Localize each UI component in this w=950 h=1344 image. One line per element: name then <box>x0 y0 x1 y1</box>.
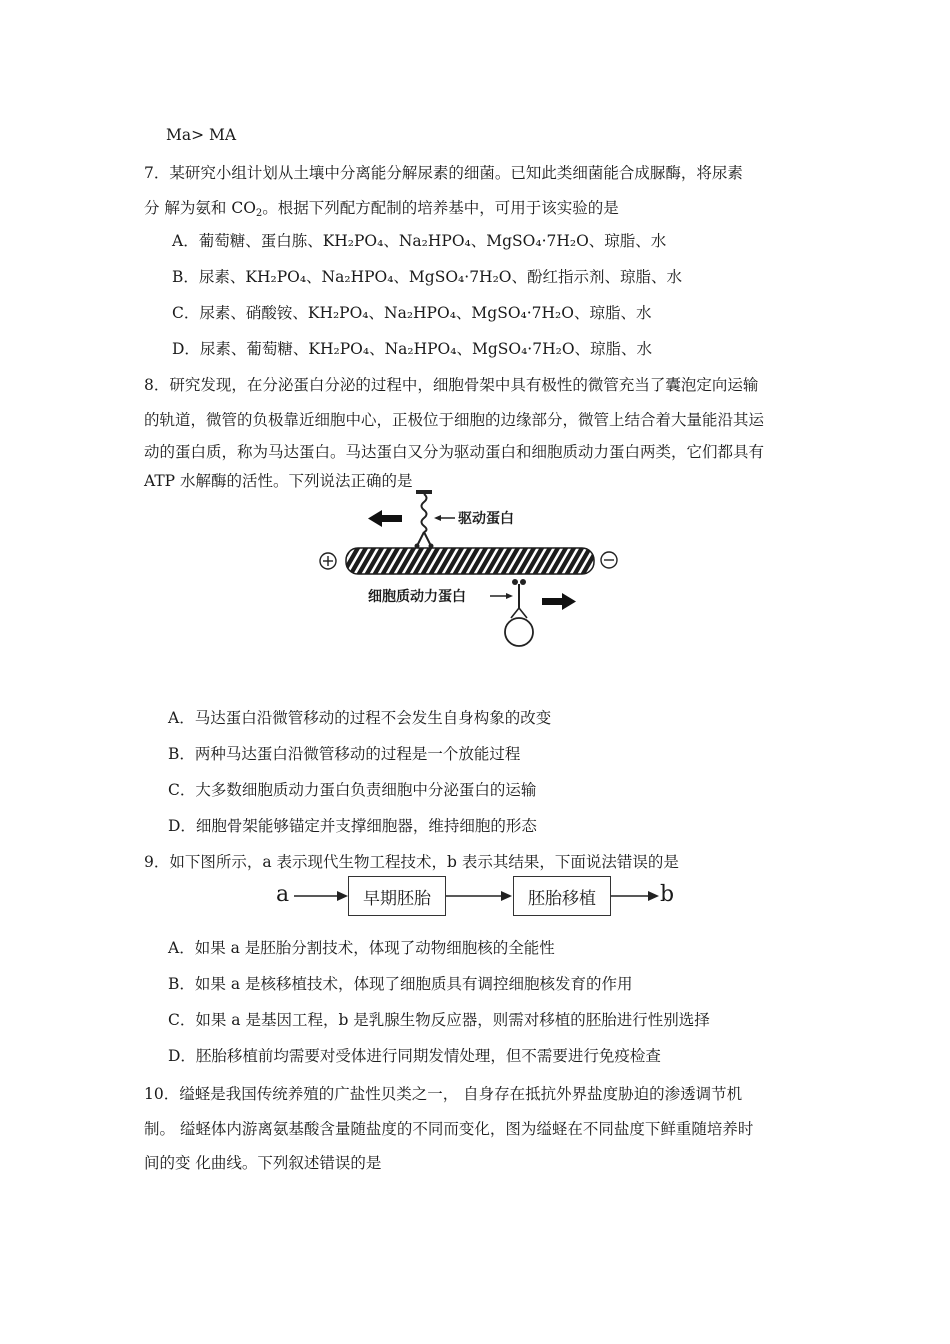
right-arrow-icon <box>542 593 576 610</box>
q8-option-a: A．马达蛋白沿微管移动的过程不会发生自身构象的改变 <box>168 709 552 727</box>
flow-arrow-3-icon <box>611 888 661 904</box>
q8-stem-line-2: 的轨道，微管的负极靠近细胞中心，正极位于细胞的边缘部分，微管上结合着大量能沿其运 <box>144 411 765 429</box>
q8-stem-line-1: 8．研究发现，在分泌蛋白分泌的过程中，细胞骨架中具有极性的微管充当了囊泡定向运输 <box>144 376 759 394</box>
q9-stem: 9．如下图所示，a 表示现代生物工程技术，b 表示其结果，下面说法错误的是 <box>144 853 679 871</box>
q8-stem-line-3: 动的蛋白质，称为马达蛋白。马达蛋白又分为驱动蛋白和细胞质动力蛋白两类，它们都具有 <box>144 443 765 461</box>
q7-stem-line-2-text: 分 解为氨和 CO <box>144 199 256 217</box>
q10-stem-line-3: 间的变 化曲线。下列叙述错误的是 <box>144 1154 382 1172</box>
q9-option-a: A．如果 a 是胚胎分割技术，体现了动物细胞核的全能性 <box>168 939 555 957</box>
q8-option-b: B．两种马达蛋白沿微管移动的过程是一个放能过程 <box>168 745 521 763</box>
motor-protein-figure <box>310 488 630 653</box>
kinesin-pointer-arrow-icon <box>434 515 455 521</box>
q7-option-c: C．尿素、硝酸铵、KH₂PO₄、Na₂HPO₄、MgSO₄·7H₂O、琼脂、水 <box>172 304 652 322</box>
q7-option-a: A．葡萄糖、蛋白胨、KH₂PO₄、Na₂HPO₄、MgSO₄·7H₂O、琼脂、水 <box>172 232 667 250</box>
kinesin-label: 驱动蛋白 <box>458 511 514 527</box>
flow-end-b: b <box>660 882 675 907</box>
dynein-protein <box>505 579 533 646</box>
q9-option-b: B．如果 a 是核移植技术，体现了细胞质具有调控细胞核发育的作用 <box>168 975 633 993</box>
vesicle <box>505 618 533 646</box>
plus-end-icon <box>320 553 336 569</box>
q8-stem-line-4: ATP 水解酶的活性。下列说法正确的是 <box>144 472 413 490</box>
header-line: Ma> MA <box>166 126 237 144</box>
microtubule <box>346 548 594 574</box>
q7-stem-line-2-end: 。根据下列配方配制的培养基中，可用于该实验的是 <box>262 199 619 217</box>
q7-option-d: D．尿素、葡萄糖、KH₂PO₄、Na₂HPO₄、MgSO₄·7H₂O、琼脂、水 <box>172 340 653 358</box>
q8-option-d: D．细胞骨架能够锚定并支撑细胞器，维持细胞的形态 <box>168 817 537 835</box>
kinesin-protein <box>415 490 434 549</box>
q7-stem-line-2 <box>144 197 619 225</box>
q7-option-b: B．尿素、KH₂PO₄、Na₂HPO₄、MgSO₄·7H₂O、酚红指示剂、琼脂、水 <box>172 268 682 286</box>
flow-arrow-1-icon <box>294 888 350 904</box>
q7-stem-subscript: 2 <box>255 208 263 219</box>
q10-stem-line-2: 制。 缢蛏体内游离氨基酸含量随盐度的不同而变化，图为缢蛏在不同盐度下鲜重随培养时 <box>144 1120 754 1138</box>
flow-start-a: a <box>276 882 290 907</box>
q7-stem-line-1: 7．某研究小组计划从土壤中分离能分解尿素的细菌。已知此类细菌能合成脲酶，将尿素 <box>144 164 743 182</box>
q9-option-d: D．胚胎移植前均需要对受体进行同期发情处理，但不需要进行免疫检查 <box>168 1047 661 1065</box>
q8-option-c: C．大多数细胞质动力蛋白负责细胞中分泌蛋白的运输 <box>168 781 537 799</box>
q9-flow-diagram <box>270 874 690 918</box>
q10-stem-line-1: 10．缢蛏是我国传统养殖的广盐性贝类之一， 自身存在抵抗外界盐度胁迫的渗透调节机 <box>144 1085 743 1103</box>
flow-box-embryo-transfer: 胚胎移植 <box>513 876 611 916</box>
flow-box-early-embryo: 早期胚胎 <box>348 876 446 916</box>
flow-arrow-2-icon <box>446 888 514 904</box>
dynein-label: 细胞质动力蛋白 <box>368 589 466 605</box>
q9-option-c: C．如果 a 是基因工程，b 是乳腺生物反应器，则需对移植的胚胎进行性别选择 <box>168 1011 710 1029</box>
dynein-pointer-arrow-icon <box>490 593 513 599</box>
left-arrow-icon <box>368 510 402 527</box>
minus-end-icon <box>601 552 617 568</box>
